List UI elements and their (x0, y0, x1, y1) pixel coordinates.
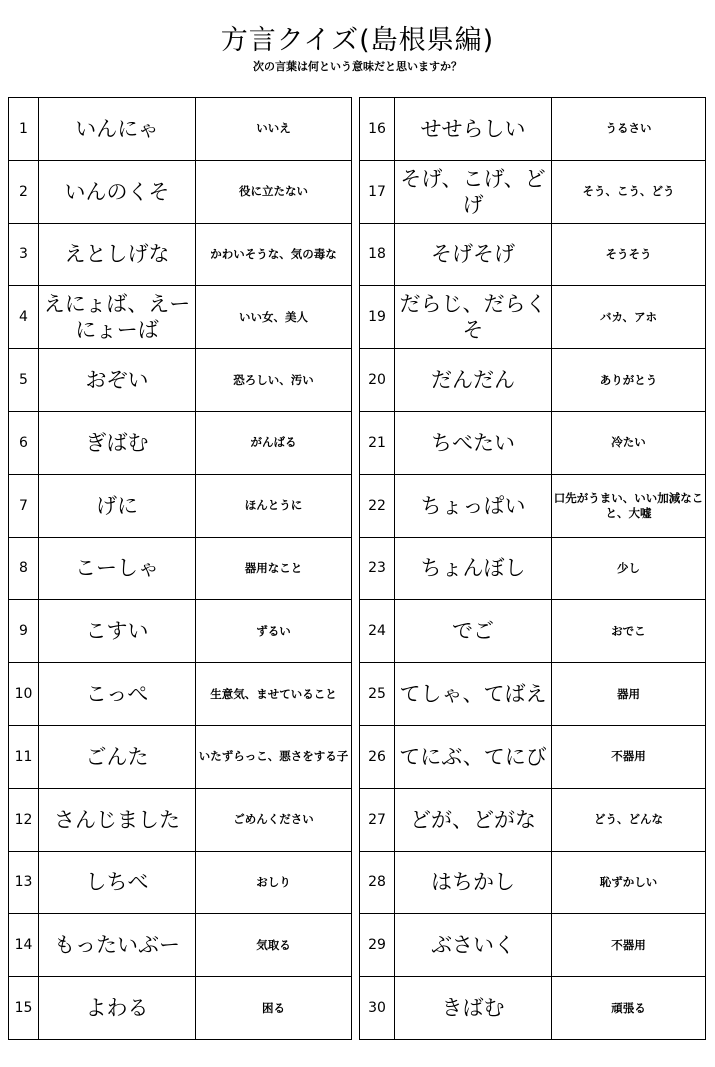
word-meaning: おしり (196, 851, 352, 914)
quiz-row (360, 914, 706, 977)
word-meaning: 恐ろしい、汚い (196, 349, 352, 412)
quiz-row (360, 160, 706, 223)
dialect-word: てにぶ、てにび (395, 725, 552, 788)
word-meaning: うるさい (552, 98, 706, 161)
dialect-word: ちょっぱい (395, 474, 552, 537)
word-meaning: いたずらっこ、悪さをする子 (196, 725, 352, 788)
dialect-word: ぶさいく (395, 914, 552, 977)
quiz-row (9, 223, 352, 286)
word-meaning: 少し (552, 537, 706, 600)
question-number: 17 (360, 160, 395, 223)
word-meaning: 器用 (552, 663, 706, 726)
dialect-word: えにょば、えーにょーば (39, 286, 196, 349)
quiz-row (9, 349, 352, 412)
question-number: 2 (9, 160, 39, 223)
question-number: 26 (360, 725, 395, 788)
quiz-row (9, 537, 352, 600)
question-number: 25 (360, 663, 395, 726)
quiz-row (360, 725, 706, 788)
dialect-word: ごんた (39, 725, 196, 788)
question-number: 10 (9, 663, 39, 726)
word-meaning: かわいそうな、気の毒な (196, 223, 352, 286)
word-meaning: 生意気、ませていること (196, 663, 352, 726)
question-number: 24 (360, 600, 395, 663)
word-meaning: 器用なこと (196, 537, 352, 600)
dialect-word: ちべたい (395, 411, 552, 474)
word-meaning: そう、こう、どう (552, 160, 706, 223)
dialect-word: そげ、こげ、どげ (395, 160, 552, 223)
dialect-word: だんだん (395, 349, 552, 412)
question-number: 21 (360, 411, 395, 474)
dialect-word: てしゃ、てばえ (395, 663, 552, 726)
dialect-word: ぎばむ (39, 411, 196, 474)
word-meaning: ずるい (196, 600, 352, 663)
quiz-title: 方言クイズ(島根県編) (220, 25, 495, 56)
quiz-row (9, 286, 352, 349)
word-meaning: 恥ずかしい (552, 851, 706, 914)
quiz-row (360, 977, 706, 1040)
dialect-word: さんじました (39, 788, 196, 851)
quiz-row (360, 851, 706, 914)
word-meaning: バカ、アホ (552, 286, 706, 349)
word-meaning: いい女、美人 (196, 286, 352, 349)
quiz-row (360, 411, 706, 474)
quiz-row (360, 788, 706, 851)
dialect-word: げに (39, 474, 196, 537)
dialect-word: だらじ、だらくそ (395, 286, 552, 349)
quiz-table-left (8, 97, 352, 1040)
quiz-row (9, 411, 352, 474)
quiz-row (9, 851, 352, 914)
dialect-word: よわる (39, 977, 196, 1040)
word-meaning: がんばる (196, 411, 352, 474)
dialect-word: こすい (39, 600, 196, 663)
question-number: 13 (9, 851, 39, 914)
question-number: 9 (9, 600, 39, 663)
quiz-row (9, 600, 352, 663)
dialect-word: いんのくそ (39, 160, 196, 223)
question-number: 22 (360, 474, 395, 537)
word-meaning: 気取る (196, 914, 352, 977)
question-number: 29 (360, 914, 395, 977)
word-meaning: どう、どんな (552, 788, 706, 851)
question-number: 14 (9, 914, 39, 977)
word-meaning: ありがとう (552, 349, 706, 412)
dialect-word: せせらしい (395, 98, 552, 161)
question-number: 15 (9, 977, 39, 1040)
quiz-row (9, 160, 352, 223)
dialect-word: そげそげ (395, 223, 552, 286)
dialect-word: おぞい (39, 349, 196, 412)
dialect-word: しちべ (39, 851, 196, 914)
question-number: 6 (9, 411, 39, 474)
quiz-subtitle: 次の言葉は何という意味だと思いますか？ (253, 60, 462, 73)
question-number: 28 (360, 851, 395, 914)
quiz-row (360, 286, 706, 349)
word-meaning: 困る (196, 977, 352, 1040)
quiz-row (9, 474, 352, 537)
dialect-word: もったいぶー (39, 914, 196, 977)
dialect-word: はちかし (395, 851, 552, 914)
word-meaning: 不器用 (552, 914, 706, 977)
quiz-table-right (359, 97, 706, 1040)
question-number: 5 (9, 349, 39, 412)
quiz-row (9, 788, 352, 851)
quiz-row (360, 98, 706, 161)
question-number: 3 (9, 223, 39, 286)
quiz-row (360, 537, 706, 600)
word-meaning: 冷たい (552, 411, 706, 474)
quiz-row (9, 914, 352, 977)
quiz-row (9, 663, 352, 726)
dialect-word: どが、どがな (395, 788, 552, 851)
dialect-word: でご (395, 600, 552, 663)
dialect-word: こーしゃ (39, 537, 196, 600)
dialect-word: こっぺ (39, 663, 196, 726)
dialect-word: きばむ (395, 977, 552, 1040)
question-number: 4 (9, 286, 39, 349)
dialect-word: ちょんぼし (395, 537, 552, 600)
word-meaning: いいえ (196, 98, 352, 161)
word-meaning: おでこ (552, 600, 706, 663)
question-number: 11 (9, 725, 39, 788)
quiz-row (360, 223, 706, 286)
word-meaning: 口先がうまい、いい加減なこと、大嘘 (552, 474, 706, 537)
question-number: 7 (9, 474, 39, 537)
question-number: 16 (360, 98, 395, 161)
quiz-row (360, 474, 706, 537)
quiz-row (360, 349, 706, 412)
question-number: 27 (360, 788, 395, 851)
word-meaning: そうそう (552, 223, 706, 286)
question-number: 1 (9, 98, 39, 161)
question-number: 18 (360, 223, 395, 286)
quiz-row (9, 977, 352, 1040)
quiz-row (360, 663, 706, 726)
dialect-word: いんにゃ (39, 98, 196, 161)
quiz-row (9, 725, 352, 788)
question-number: 19 (360, 286, 395, 349)
question-number: 30 (360, 977, 395, 1040)
word-meaning: ごめんください (196, 788, 352, 851)
question-number: 12 (9, 788, 39, 851)
quiz-row (360, 600, 706, 663)
word-meaning: 頑張る (552, 977, 706, 1040)
word-meaning: 不器用 (552, 725, 706, 788)
question-number: 20 (360, 349, 395, 412)
word-meaning: 役に立たない (196, 160, 352, 223)
question-number: 23 (360, 537, 395, 600)
quiz-row (9, 98, 352, 161)
question-number: 8 (9, 537, 39, 600)
dialect-word: えとしげな (39, 223, 196, 286)
word-meaning: ほんとうに (196, 474, 352, 537)
